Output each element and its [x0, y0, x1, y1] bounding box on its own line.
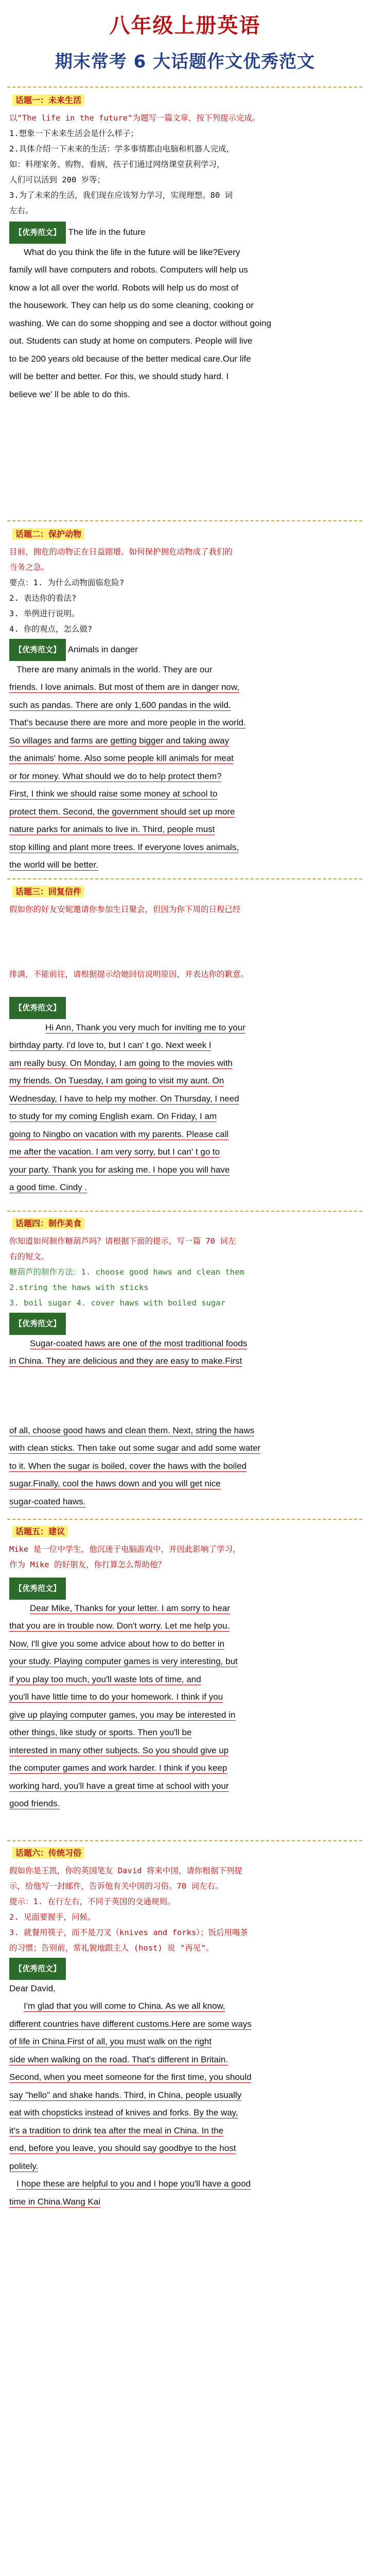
essay-line: to study for my coming English exam. On Friday, I am: [9, 1111, 217, 1121]
prompt-line: 排满，不能前往，请根据提示给她回信说明原因，并表达你的歉意。: [9, 970, 249, 979]
essay-line: the world will be better.: [9, 860, 98, 870]
section-divider: [7, 1211, 362, 1212]
topic-label: 话题三：回复信件: [12, 886, 84, 897]
essay-line: I'm glad that you will come to China. As we all know,: [24, 2001, 225, 2011]
essay-line: of life in China.First of all, you must walk on the right: [9, 2037, 212, 2046]
writing-prompt: [9, 1233, 361, 1311]
essay-line: am really busy. On Monday, I am going to the movies with: [9, 1058, 233, 1068]
essay-line: family will have computers and robots. Computers will help us: [9, 265, 248, 275]
essay-line: it's a tradition to drink tea after the meal in China. In the: [9, 2125, 224, 2136]
essay-line: a good time. Cindy .: [9, 1182, 87, 1192]
prompt-line: 的习惯；告别前，常礼貌地跟主人 (host) 说 "再见"。: [9, 1943, 214, 1953]
topic-label: 话题六：传统习俗: [12, 1847, 84, 1859]
essay-line: That's because there are more and more people in the world.: [9, 718, 246, 727]
essay-line: of all, choose good haws and clean them. Next, string the haws: [9, 1425, 255, 1435]
prompt-line: 假如你的好友安妮邀请你参加生日聚会，但因为你下周的日程已经: [9, 905, 241, 914]
essay-line: good friends.: [9, 1799, 60, 1808]
essay-line: you'll have little time to do your homework. I think if you: [9, 1692, 223, 1702]
topic-label: 话题五：建议: [12, 1526, 68, 1537]
essay-line: sugar.Finally, cool the haws down and you will get nice: [9, 1479, 221, 1488]
prompt-line: 2.具体介绍一下未来的生活：学多事情都由电脑和机器人完成，: [9, 144, 235, 154]
essay-line: if you play too much, you'll waste lots of time, and: [9, 1674, 201, 1684]
essay-line: say "hello" and shake hands. Third, in China, people usually: [9, 2090, 242, 2100]
essay-line: working hard, you'll have a great time at school with your: [9, 1781, 229, 1791]
sample-label: 【优秀范文】: [9, 222, 66, 244]
prompt-line: 1.想象一下未来生活会是什么样子；: [9, 129, 139, 138]
sample-essay: [9, 1958, 361, 2211]
prompt-line: 左右。: [9, 206, 33, 215]
page-title: 八年级上册英语: [109, 14, 261, 38]
prompt-line: 作为 Mike 的好朋友，你打算怎么帮助他？: [9, 1560, 166, 1569]
essay-line: First, I think we should raise some money at school to: [9, 789, 218, 799]
essay-line: Hi Ann, Thank you very much for inviting me to your: [45, 1022, 245, 1032]
essay-line: friends. I love animals. But most of them are in danger now,: [9, 682, 239, 692]
writing-prompt: [9, 544, 361, 637]
essay-title: Animals in danger: [67, 645, 138, 654]
prompt-line: 2. 表达你的看法?: [9, 594, 77, 603]
writing-prompt: [9, 1541, 361, 1572]
prompt-line: 3. 就餐用筷子，而不是刀叉（knives and forks）；饭后用喝茶: [9, 1928, 249, 1937]
essay-line: other things, like study or sports. Then you'll be: [9, 1727, 192, 1737]
essay-line: such as pandas. There are only 1,600 pandas in the wild.: [9, 700, 231, 710]
sample-label: 【优秀范文】: [9, 997, 66, 1019]
prompt-line: 2.string the haws with sticks: [9, 1283, 149, 1292]
prompt-line: 右的短文。: [9, 1252, 49, 1261]
essay-line: Wednesday, I have to help my mother. On Thursday, I need: [9, 1093, 239, 1104]
essay-line: Sugar-coated haws are one of the most traditional foods: [30, 1338, 248, 1348]
section-divider: [7, 520, 362, 521]
prompt-line: Mike 是一位中学生，他沉迷于电脑游戏中，并因此影响了学习，: [9, 1545, 241, 1554]
topic-heading: [9, 1523, 71, 1539]
topic-heading: [9, 1215, 87, 1231]
prompt-line: 3.为了未来的生活，我们现在应该努力学习，实现理想。80 词: [9, 191, 233, 200]
prompt-line: 2. 见面要握手，问候。: [9, 1912, 96, 1922]
sample-essay: [9, 1578, 361, 1813]
prompt-line: 糖葫芦的制作方法：1. choose good haws and clean them: [9, 1267, 244, 1277]
prompt-line: 当务之急。: [9, 563, 49, 572]
essay-line: to be 200 years old because of the better medical care.Our life: [9, 353, 251, 364]
essay-line: my friends. On Tuesday, I am going to visit my aunt. On: [9, 1076, 224, 1086]
topic-label: 话题四：制作美食: [12, 1217, 84, 1229]
writing-prompt: [9, 1863, 361, 1956]
essay-line: out. Students can study at home on computers. People will live: [9, 336, 253, 346]
sample-essay: [9, 1313, 361, 1511]
essay-line: your party. Thank you for asking me. I hope you will have: [9, 1164, 230, 1175]
essay-title: The life in the future: [68, 227, 146, 237]
section-divider: [7, 878, 362, 879]
topic-label: 话题二：保护动物: [12, 528, 84, 540]
essay-line: in China. They are delicious and they are easy to make.First: [9, 1356, 242, 1366]
section-divider: [7, 1519, 362, 1520]
essay-line: side when walking on the road. That's different in Britain.: [9, 2054, 228, 2064]
essay-line: or for money. What should we do to help protect them?: [9, 771, 222, 781]
essay-line: different countries have different customs.Here are some ways: [9, 2019, 252, 2029]
section-divider: [7, 87, 362, 88]
topic-label: 话题一：未来生活: [12, 94, 84, 106]
prompt-line: 假如你是王凯，你的英国笔友 David 将来中国，请你根据下列提: [9, 1866, 242, 1875]
essay-line: eat with chopsticks instead of knives and forks. By the way,: [9, 2108, 238, 2117]
sample-label: 【优秀范文】: [9, 1313, 66, 1335]
topic-heading: [9, 883, 87, 899]
essay-line: the computer games and work harder. I think if you keep: [9, 1763, 227, 1773]
essay-line: the housework. They can help us do some cleaning, cooking or: [9, 300, 254, 310]
essay-line: washing. We can do some shopping and see a doctor without going: [9, 318, 272, 328]
essay-line: know a lot all over the world. Robots will help us do most of: [9, 282, 239, 293]
essay-line: to it. When the sugar is boiled, cover the haws with the boiled: [9, 1461, 247, 1471]
essay-line: Second, when you meet someone for the first time, you should: [9, 2072, 252, 2082]
essay-line: me after the vacation. I am very sorry, but I can' t go to: [9, 1147, 220, 1157]
essay-line: give up playing computer games, you may be interested in: [9, 1709, 236, 1720]
essay-line: There are many animals in the world. They are our: [16, 664, 213, 674]
essay-line: politely.: [9, 2161, 39, 2171]
prompt-line: 提示：1. 在行左右，不同于英国的交通规则。: [9, 1897, 175, 1906]
topic-heading: [9, 526, 87, 541]
sample-label: 【优秀范文】: [9, 1578, 66, 1600]
prompt-line: 你知道如何制作糖葫芦吗？请根据下面的提示，写一篇 70 词左: [9, 1236, 236, 1246]
essay-line: going to Ningbo on vacation with my parents. Please call: [9, 1129, 229, 1139]
essay-line: the animals' home. Also some people kill animals for meat: [9, 753, 234, 763]
essay-line: I hope these are helpful to you and I hope you'll have a good: [16, 2179, 251, 2189]
writing-prompt: [9, 902, 361, 982]
prompt-line: 4. 你的观点，怎么做?: [9, 624, 93, 634]
writing-prompt: [9, 110, 361, 218]
essay-line: your study. Playing computer games is very interesting, but: [9, 1656, 238, 1666]
topic-heading: [9, 92, 87, 108]
essay-line: with clean sticks. Then take out some sugar and add some water: [9, 1443, 261, 1453]
prompt-line: 目前，拥危的动物正在日益剧增。如何保护拥危动物成了我们的: [9, 547, 233, 556]
section-divider: [7, 1840, 362, 1841]
essay-line: So villages and farms are getting bigger and taking away: [9, 735, 230, 745]
essay-line: that you are in trouble now. Don't worry. Let me help you.: [9, 1621, 230, 1631]
prompt-line: 3. boil sugar 4. cover haws with boiled sugar: [9, 1298, 225, 1308]
prompt-line: 人们可以活到 200 岁等；: [9, 175, 105, 184]
essay-line: will be better and better. For this, we should study hard. I: [9, 371, 229, 381]
essay-line: time in China.Wang Kai: [9, 2196, 101, 2207]
sample-essay: [9, 997, 361, 1197]
page-subtitle: 期末常考 6 大话题作文优秀范文: [55, 52, 315, 72]
topic-heading: [9, 1844, 87, 1860]
essay-line: nature parks for animals to live in. Third, people must: [9, 824, 215, 834]
essay-line: What do you think the life in the future will be like?Every: [24, 247, 240, 257]
prompt-line: 示，给他写一封邮件，告诉他有关中国的习俗。70 词左右。: [9, 1882, 223, 1891]
prompt-line: 以"The life in the future"为题写一篇文章，按下列提示完成。: [9, 113, 260, 123]
sample-essay: [9, 222, 361, 403]
prompt-line: 要点：1. 为什么动物面临危险?: [9, 578, 125, 587]
essay-line: interested in many other subjects. So you should give up: [9, 1745, 229, 1755]
sample-essay: [9, 639, 361, 874]
sample-label: 【优秀范文】: [9, 639, 66, 661]
essay-line: protect them. Second, the government should set up more: [9, 806, 235, 817]
prompt-line: 如：料理家务、购物、看病，孩子们通过网络课堂获利学习，: [9, 160, 225, 169]
essay-line: Now, I'll give you some advice about how to do better in: [9, 1638, 225, 1649]
prompt-line: 3. 举例进行说明。: [9, 609, 80, 618]
essay-line: believe we' ll be able to do this.: [9, 389, 130, 399]
essay-line: end, before you leave, you should say goodbye to the host: [9, 2143, 236, 2153]
essay-line: Dear Mike, Thanks for your letter. I am sorry to hear: [30, 1603, 230, 1613]
essay-line: birthday party. I'd love to, but I can' t go. Next week I: [9, 1040, 212, 1050]
sample-label: 【优秀范文】: [9, 1958, 66, 1980]
essay-line: stop killing and plant more trees. If everyone loves animals,: [9, 842, 239, 852]
essay-line: sugar-coated haws.: [9, 1496, 86, 1506]
essay-greeting: Dear David,: [9, 1983, 56, 1993]
